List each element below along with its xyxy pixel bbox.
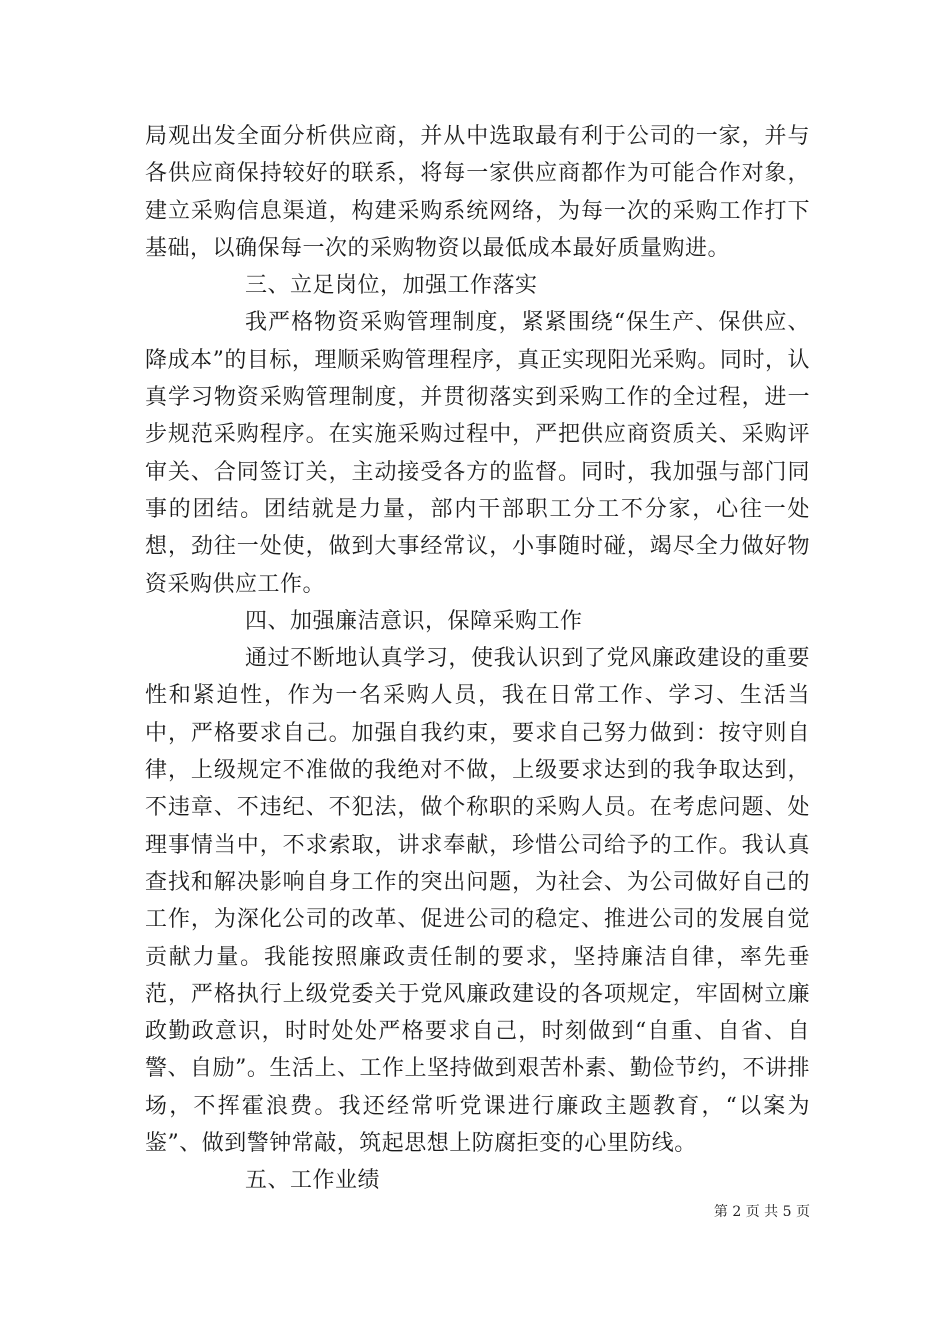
paragraph-supplier-analysis: 局观出发全面分析供应商，并从中选取最有利于公司的一家，并与各供应商保持较好的联系，将每一家供应商都作为可能合作对象，建立采购信息渠道，构建采购系统网络，为每一次的采购工作打下基础，以确保每一次的采购物资以最低成本最好质量购进。: [145, 124, 810, 261]
paragraph-integrity-awareness: 通过不断地认真学习，使我认识到了党风廉政建设的重要性和紧迫性，作为一名采购人员，我在日常工作、学习、生活当中，严格要求自己。加强自我约束，要求自己努力做到：按守则自律，上级规定不准做的我绝对不做，上级要求达到的我争取达到，不违章、不违纪、不犯法，做个称职的采购人员。在考虑问题、处理事情当中，不求索取，讲求奉献，珍惜公司给予的工作。我认真查找和解决影响自身工作的突出问题，为社会、为公司做好自己的工作，为深化公司的改革、促进公司的稳定、推进公司的发展自觉贡献力量。我能按照廉政责任制的要求，坚持廉洁自律，率先垂范，严格执行上级党委关于党风廉政建设的各项规定，牢固树立廉政勤政意识，时时处处严格要求自己，时刻做到“自重、自省、自警、自励”。生活上、工作上坚持做到艰苦朴素、勤俭节约，不讲排场，不挥霍浪费。我还经常听党课进行廉政主题教育，“以案为鉴”、做到警钟常敲，筑起思想上防腐拒变的心里防线。: [145, 646, 810, 1157]
document-body: [145, 118, 810, 1200]
section-heading-4: 四、加强廉洁意识，保障采购工作: [245, 608, 583, 634]
section-heading-3: 三、立足岗位，加强工作落实: [245, 273, 538, 299]
page-number: 第 2 页 共 5 页: [713, 1204, 810, 1220]
paragraph-procurement-management: 我严格物资采购管理制度，紧紧围绕“保生产、保供应、降成本”的目标，理顺采购管理程序，真正实现阳光采购。同时，认真学习物资采购管理制度，并贯彻落实到采购工作的全过程，进一步规范采购程序。在实施采购过程中，严把供应商资质关、采购评审关、合同签订关，主动接受各方的监督。同时，我加强与部门同事的团结。团结就是力量，部内干部职工分工不分家，心往一处想，劲往一处使，做到大事经常议，小事随时碰，竭尽全力做好物资采购供应工作。: [145, 310, 810, 597]
section-heading-5: 五、工作业绩: [245, 1168, 381, 1194]
